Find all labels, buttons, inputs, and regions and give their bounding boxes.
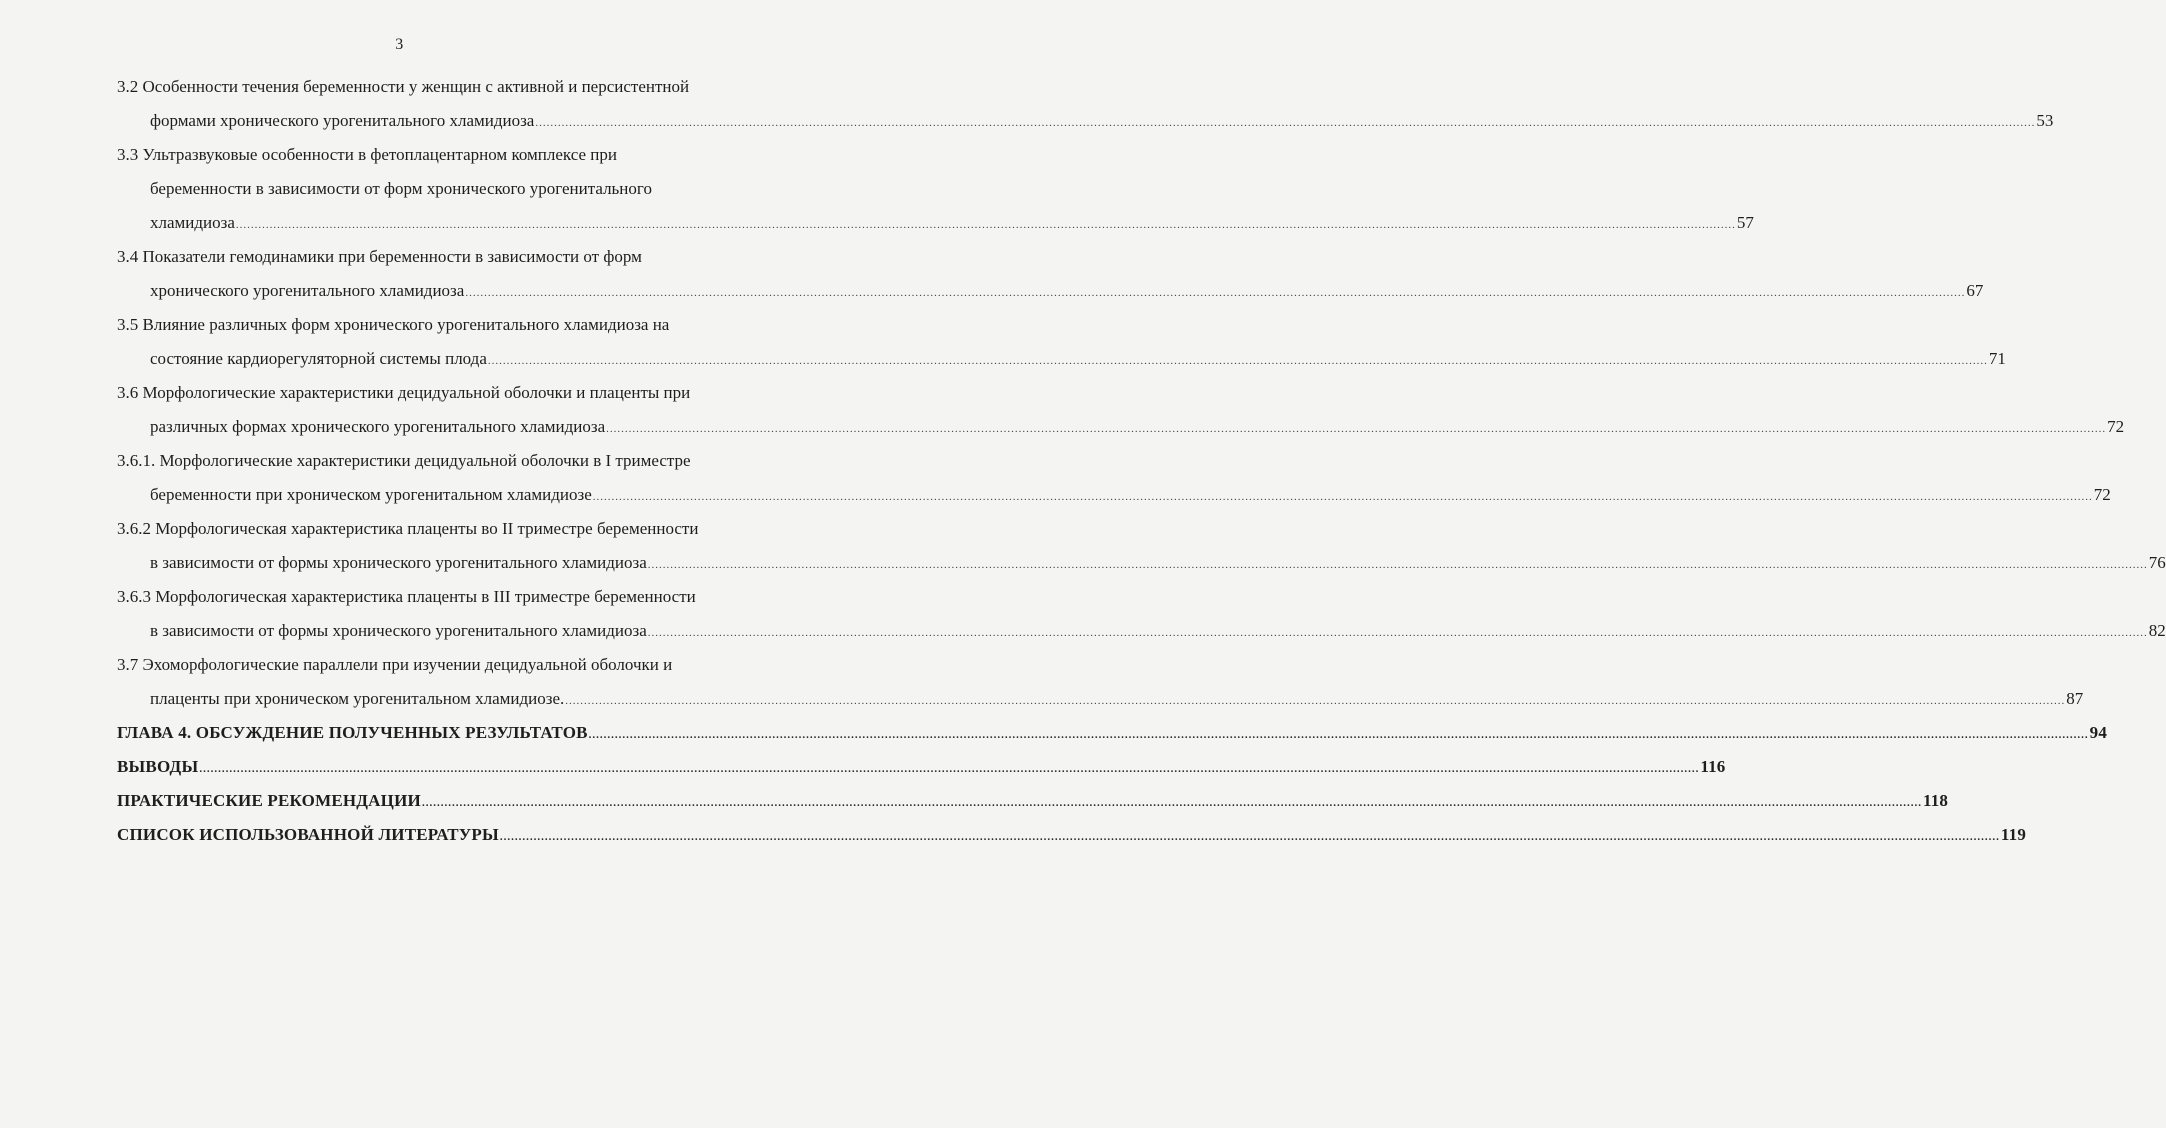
toc-entry-text: 3.3 Ультразвуковые особенности в фетоплацентарном комплексе при (117, 145, 617, 164)
dot-leader: ................................................................................................................................................................................................................................................................................................................................................................................................................ (465, 287, 1966, 299)
toc-page-number: 87 (2066, 689, 2084, 708)
toc-entry[interactable] (117, 512, 2166, 580)
dot-leader: ................................................................................................................................................................................................................................................................................................................................................................................................................ (487, 355, 1988, 367)
toc-page-number: 57 (1736, 213, 1754, 232)
dot-leader: ................................................................................................................................................................................................................................................................................................................................................................................................................ (592, 491, 2093, 503)
toc-chapter-entry[interactable] (117, 784, 1949, 818)
toc-entry-text: 3.4 Показатели гемодинамики при беременности в зависимости от форм (117, 247, 642, 266)
toc-entry-text: 3.5 Влияние различных форм хронического урогенитального хламидиоза на (117, 315, 670, 334)
toc-entry[interactable] (117, 70, 2054, 138)
toc-entry[interactable] (117, 240, 1984, 308)
toc-entry-text: плаценты при хроническом урогенитальном хламидиозе. (150, 689, 565, 708)
toc-entry-text: состояние кардиорегуляторной системы плода (150, 349, 487, 368)
toc-last-line (117, 274, 1984, 308)
toc-last-line (117, 818, 2027, 852)
toc-page-number: 94 (2089, 723, 2108, 742)
toc-entry-text: 3.7 Эхоморфологические параллели при изучении децидуальной оболочки и (117, 655, 673, 674)
toc-entry-text: формами хронического урогенитального хламидиоза (150, 111, 535, 130)
toc-entry[interactable] (117, 308, 2006, 376)
dot-leader: ................................................................................................................................................................................................................................................................................................................................................................................................................ (588, 729, 2089, 741)
toc-last-line (117, 410, 2125, 444)
toc-entry-text: в зависимости от формы хронического урогенитального хламидиоза (150, 553, 647, 572)
toc-last-line (117, 546, 2166, 580)
toc-entry-text: 3.2 Особенности течения беременности у женщин с активной и персистентной (117, 77, 690, 96)
dot-leader: ................................................................................................................................................................................................................................................................................................................................................................................................................ (199, 763, 1700, 775)
toc-entry-text: 3.6.1. Морфологические характеристики децидуальной оболочки в I триместре (117, 451, 691, 470)
toc-page-number: 72 (2093, 485, 2111, 504)
dot-leader: ................................................................................................................................................................................................................................................................................................................................................................................................................ (535, 117, 2036, 129)
toc-chapter-entry[interactable] (117, 750, 1726, 784)
dot-leader: ................................................................................................................................................................................................................................................................................................................................................................................................................ (647, 627, 2148, 639)
toc-page-number: 119 (2000, 825, 2027, 844)
toc-entry-text: ГЛАВА 4. ОБСУЖДЕНИЕ ПОЛУЧЕННЫХ РЕЗУЛЬТАТОВ (117, 723, 588, 742)
toc-page-number: 72 (2107, 417, 2125, 436)
table-of-contents (117, 70, 2166, 852)
toc-last-line (117, 716, 2108, 750)
toc-entry-text: в зависимости от формы хронического урогенитального хламидиоза (150, 621, 647, 640)
toc-last-line (117, 614, 2166, 648)
toc-entry[interactable] (117, 580, 2166, 648)
toc-page-number: 116 (1700, 757, 1726, 776)
toc-page-number: 67 (1966, 281, 1984, 300)
toc-page-number: 118 (1922, 791, 1949, 810)
toc-entry-text: хламидиоза (150, 213, 235, 232)
toc-entry-text: ВЫВОДЫ (117, 757, 199, 776)
dot-leader: ................................................................................................................................................................................................................................................................................................................................................................................................................ (499, 831, 2000, 843)
toc-entry-text: ПРАКТИЧЕСКИЕ РЕКОМЕНДАЦИИ (117, 791, 421, 810)
toc-entry-text: различных формах хронического урогенитального хламидиоза (150, 417, 606, 436)
toc-entry-text: беременности в зависимости от форм хронического урогенитального (150, 179, 652, 198)
toc-last-line (117, 478, 2111, 512)
toc-entry[interactable] (117, 444, 2111, 512)
toc-entry-text: 3.6 Морфологические характеристики децидуальной оболочки и плаценты при (117, 383, 691, 402)
toc-entry-text: 3.6.2 Морфологическая характеристика плаценты во II триместре беременности (117, 519, 699, 538)
dot-leader: ................................................................................................................................................................................................................................................................................................................................................................................................................ (565, 695, 2066, 707)
toc-last-line (117, 784, 1949, 818)
page-number: 3 (395, 36, 404, 53)
toc-chapter-entry[interactable] (117, 818, 2027, 852)
toc-entry-text: хронического урогенитального хламидиоза (150, 281, 465, 300)
toc-last-line (117, 104, 2054, 138)
toc-entry-text: 3.6.3 Морфологическая характеристика плаценты в III триместре беременности (117, 587, 696, 606)
toc-last-line (117, 682, 2084, 716)
toc-page-number: 53 (2036, 111, 2054, 130)
dot-leader: ................................................................................................................................................................................................................................................................................................................................................................................................................ (421, 797, 1922, 809)
toc-chapter-entry[interactable] (117, 716, 2108, 750)
dot-leader: ................................................................................................................................................................................................................................................................................................................................................................................................................ (647, 559, 2148, 571)
toc-page-number: 82 (2148, 621, 2166, 640)
toc-page-number: 71 (1988, 349, 2006, 368)
toc-entry[interactable] (117, 376, 2125, 444)
dot-leader: ................................................................................................................................................................................................................................................................................................................................................................................................................ (606, 423, 2107, 435)
toc-entry-text: СПИСОК ИСПОЛЬЗОВАННОЙ ЛИТЕРАТУРЫ (117, 825, 499, 844)
toc-last-line (117, 206, 1754, 240)
toc-last-line (117, 342, 2006, 376)
toc-page-number: 76 (2148, 553, 2166, 572)
toc-entry[interactable] (117, 138, 1754, 240)
toc-entry[interactable] (117, 648, 2084, 716)
dot-leader: ................................................................................................................................................................................................................................................................................................................................................................................................................ (235, 219, 1736, 231)
toc-last-line (117, 750, 1726, 784)
toc-entry-text: беременности при хроническом урогенитальном хламидиозе (150, 485, 592, 504)
